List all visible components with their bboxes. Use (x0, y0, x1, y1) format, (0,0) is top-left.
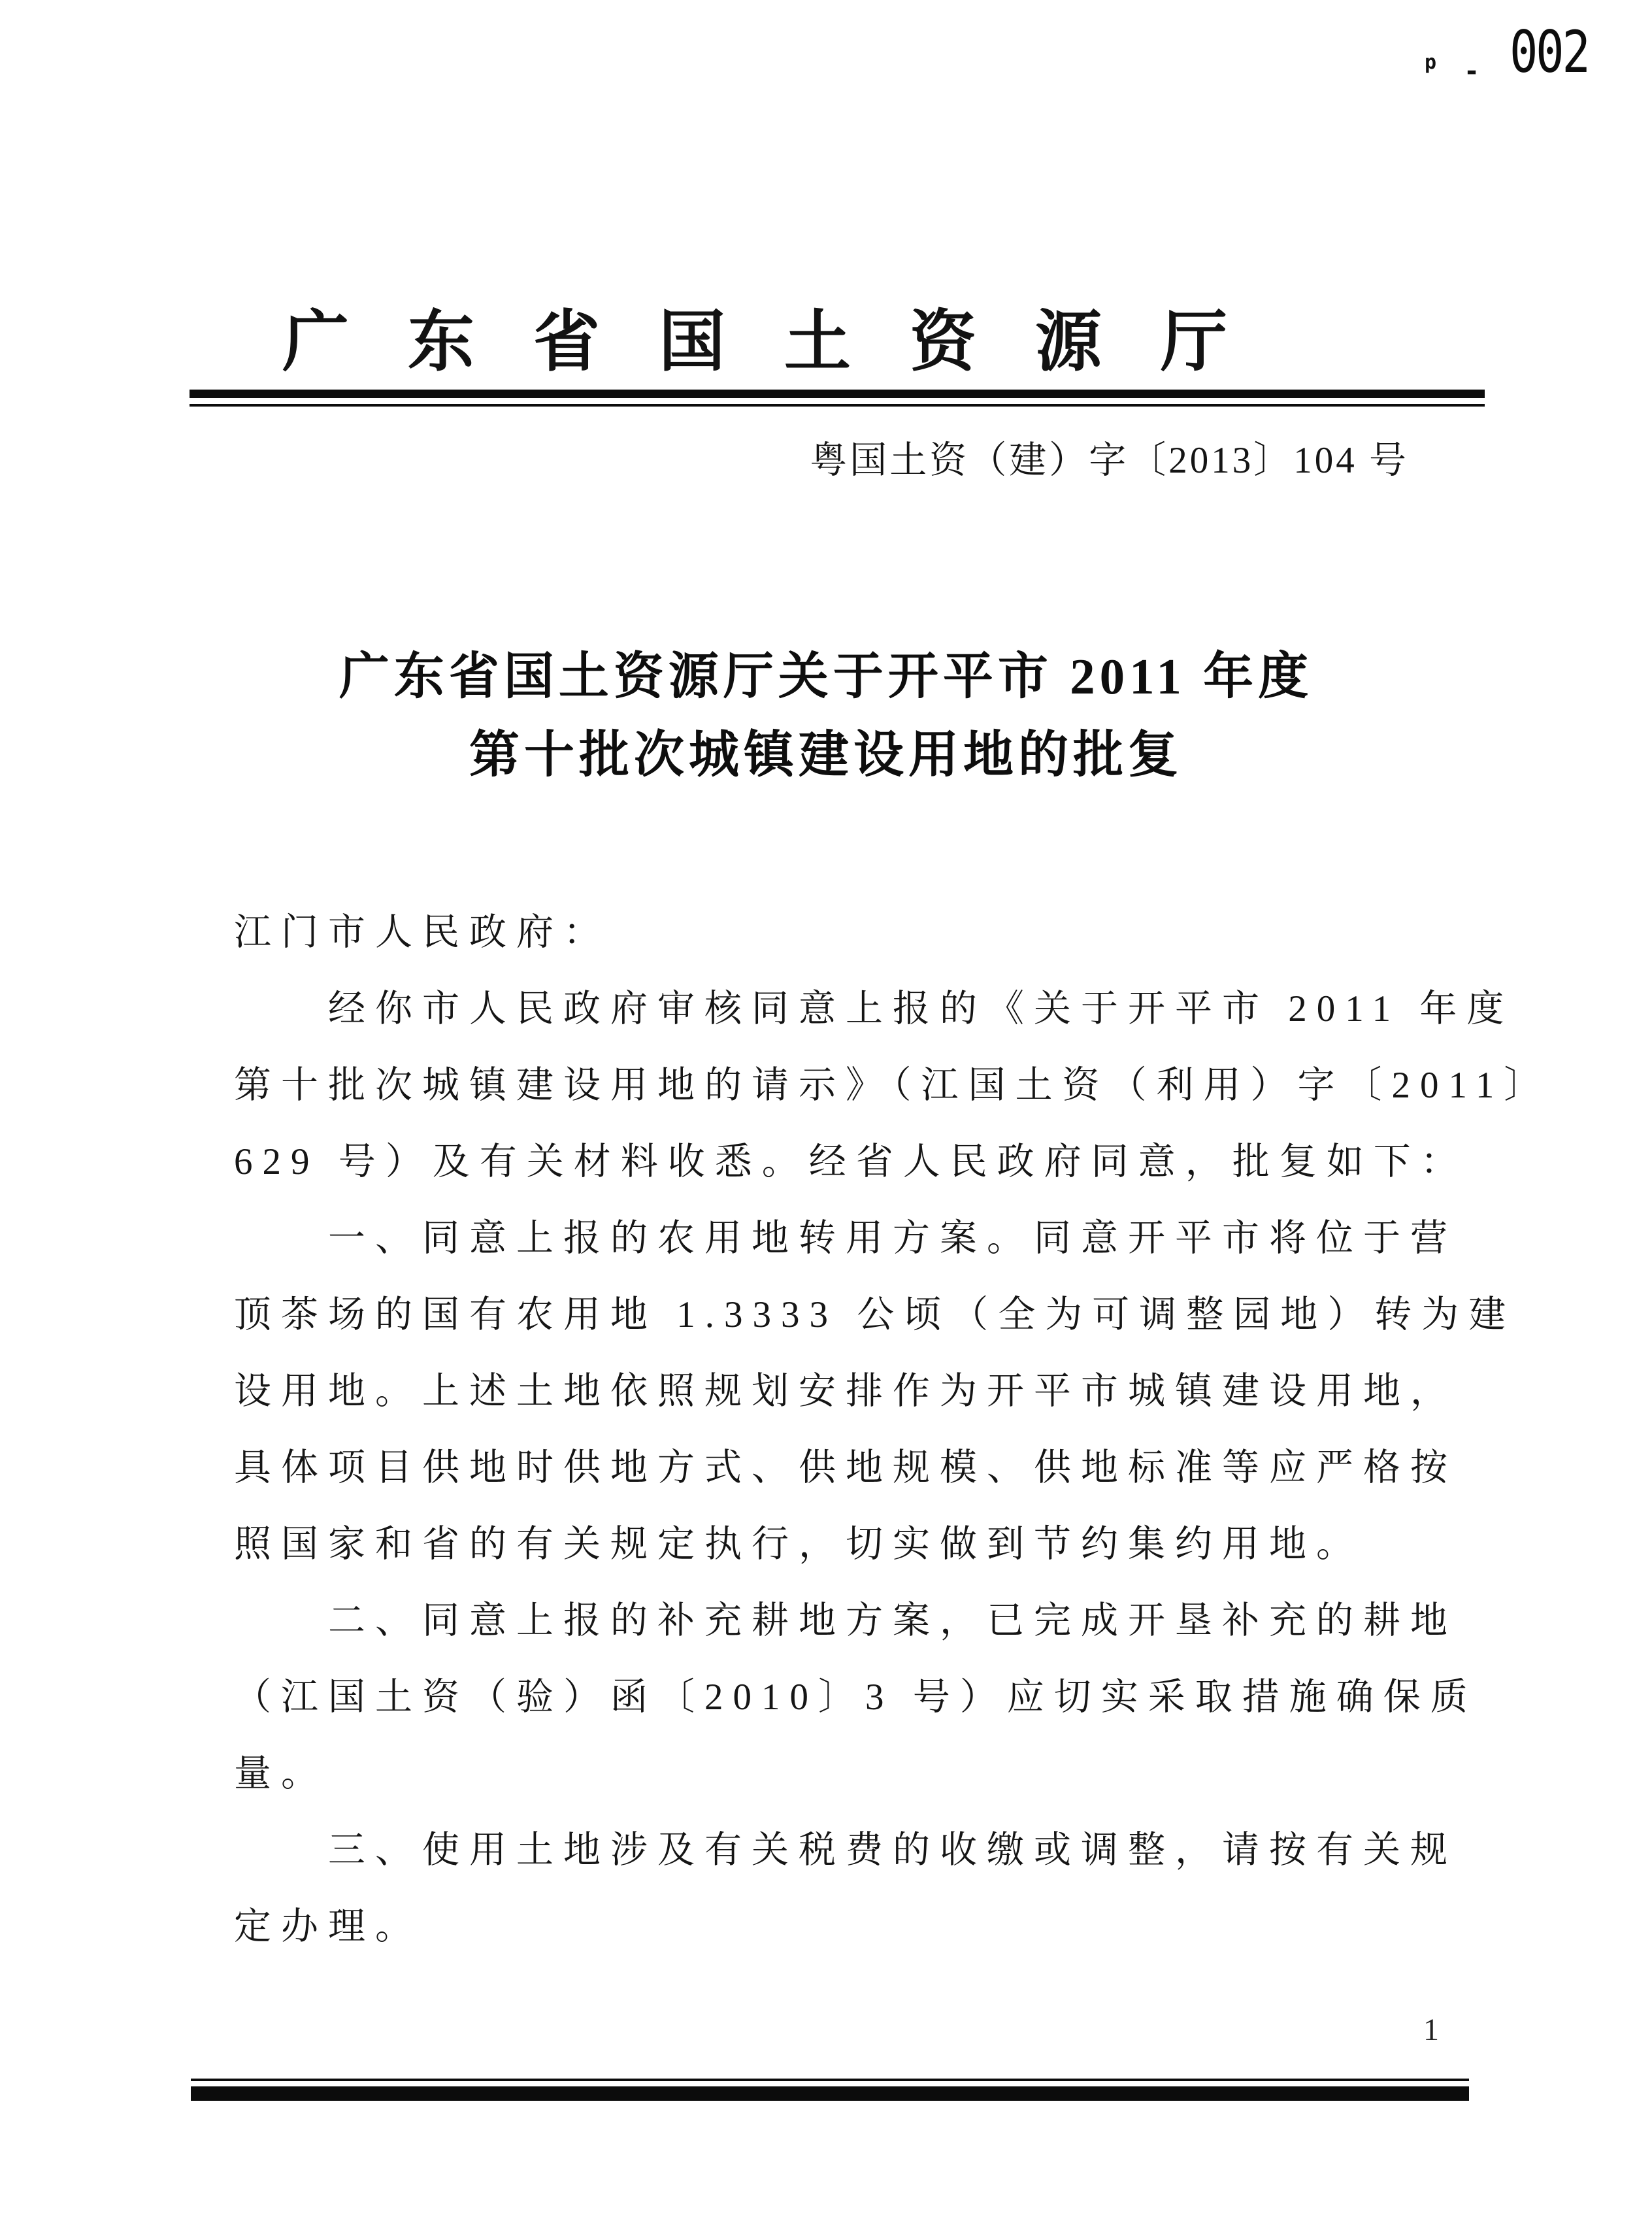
footer-rule-thin (191, 2079, 1469, 2081)
document-number: 粤国土资（建）字〔2013〕104 号 (810, 440, 1409, 481)
fax-page-number: 002 (1510, 18, 1589, 86)
body-line: 量。 (234, 1753, 328, 1794)
body-line-salutation: 江门市人民政府： (234, 912, 610, 953)
body-line: 第十批次城镇建设用地的请示》（江国土资（利用）字〔2011〕 (234, 1065, 1551, 1106)
body-line: 经你市人民政府审核同意上报的《关于开平市 2011 年度 (328, 988, 1514, 1029)
body-line: 具体项目供地时供地方式、供地规模、供地标准等应严格按 (234, 1447, 1457, 1488)
fax-dash-mark: - (1464, 56, 1480, 86)
body-line: 顶茶场的国有农用地 1.3333 公顷（全为可调整园地）转为建 (234, 1294, 1516, 1335)
body-line: 设用地。上述土地依照规划安排作为开平市城镇建设用地， (234, 1371, 1457, 1412)
body-line: 照国家和省的有关规定执行，切实做到节约集约用地。 (234, 1524, 1363, 1565)
title-line-1: 广东省国土资源厅关于开平市 2011 年度 (339, 648, 1313, 705)
body-line-item-2: 二、同意上报的补充耕地方案，已完成开垦补充的耕地 (328, 1600, 1457, 1641)
body-line-item-3: 三、使用土地涉及有关税费的收缴或调整，请按有关规 (328, 1830, 1457, 1871)
letterhead-org-name: 广东省国土资源厅 (282, 306, 1286, 380)
document-body (234, 894, 1551, 1965)
page-number: 1 (1423, 2013, 1439, 2047)
title-line-2: 第十批次城镇建设用地的批复 (469, 727, 1183, 783)
body-line: 定办理。 (234, 1906, 422, 1947)
header-rule-thick (190, 390, 1485, 398)
header-rule-thin (190, 404, 1485, 407)
document-title (0, 637, 1652, 794)
fax-header (0, 0, 1652, 92)
fax-page-mark: p (1425, 51, 1437, 74)
footer-rule-thick (191, 2086, 1469, 2101)
body-line: （江国土资（验）函〔2010〕3 号）应切实采取措施确保质 (234, 1677, 1478, 1718)
body-line-item-1: 一、同意上报的农用地转用方案。同意开平市将位于营 (328, 1218, 1457, 1259)
body-line: 629 号）及有关材料收悉。经省人民政府同意，批复如下： (234, 1141, 1468, 1182)
